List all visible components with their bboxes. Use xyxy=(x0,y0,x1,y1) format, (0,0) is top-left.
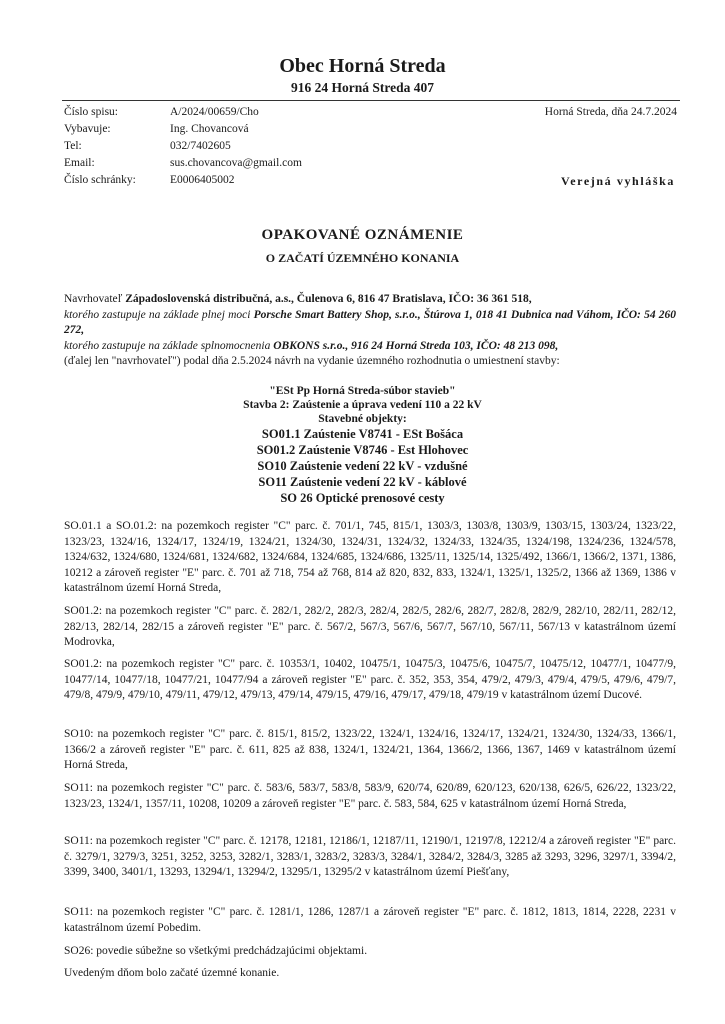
intro-proxy-line xyxy=(64,308,676,339)
notice-heading: OPAKOVANÉ OZNÁMENIE xyxy=(261,227,464,243)
object-item: SO11 Zaústenie vedení 22 kV - káblové xyxy=(258,475,467,489)
meta-value: Ing. Chovancová xyxy=(170,123,249,135)
notice-subheading: O ZAČATÍ ÚZEMNÉHO KONANIA xyxy=(265,251,460,265)
meta-row-phone xyxy=(64,140,231,152)
municipality-title: Obec Horná Streda xyxy=(279,55,446,77)
meta-label: Číslo schránky: xyxy=(64,174,136,186)
parcel-section: SO26: povedie súbežne so všetkými predchádzajúcimi objektami. xyxy=(64,945,368,957)
project-stage: Stavba 2: Zaústenie a úprava vedení 110 a 22 kV xyxy=(243,399,482,411)
meta-value: 032/7402605 xyxy=(170,140,231,152)
intro-agent-text: ktorého zastupuje na základe splnomocnenia xyxy=(64,339,274,352)
meta-label: Číslo spisu: xyxy=(64,106,119,118)
intro-agent-name: OBKONS s.r.o., 916 24 Horná Streda 103, IČO: 48 213 098, xyxy=(273,339,559,352)
header-divider xyxy=(62,100,680,101)
objects-label: Stavebné objekty: xyxy=(318,413,407,425)
object-item: SO01.2 Zaústenie V8746 - Est Hlohovec xyxy=(256,443,469,457)
parcel-section: SO.01.1 a SO.01.2: na pozemkoch register "C" parc. č. 701/1, 745, 815/1, 1303/3, 1303/8, 1303/9, 1303/15, 1303/24, 1323/22, 1323/23, 1324/16, 1324/17, 1324/19, 1324/21, 1324/30, 1324/31, 1324/32, 1324/33, 1324/35, 1324/198, 1324/236, 1324/578, 1324/632, 1324/680, 1324/681, 1324/682, 1324/684, 1324/685, 1324/686, 1325/11, 1325/14, 1325/492, 1366/1, 1366/2, 1371, 1386, 10212 a zároveň register "E" parc. č. 701 až 718, 754 až 768, 814 až 820, 832, 833, 1324/1, 1325/1, 1325/2, 1366 až 1369, 1386 v katastrálnom území Horná Streda, xyxy=(64,520,676,594)
intro-applicant-name: Západoslovenská distribučná, a.s., Čulenova 6, 816 47 Bratislava, IČO: 36 361 518, xyxy=(125,293,532,305)
municipality-address: 916 24 Horná Streda 407 xyxy=(290,80,434,95)
meta-value: A/2024/00659/Cho xyxy=(170,106,259,118)
intro-proxy-text: ktorého zastupuje na základe plnej moci xyxy=(64,308,254,321)
project-name: "ESt Pp Horná Streda-súbor stavieb" xyxy=(269,385,456,397)
public-notice-label: Verejná vyhláška xyxy=(561,174,675,188)
intro-paragraph xyxy=(64,292,676,370)
parcel-section: SO01.2: na pozemkoch register "C" parc. č. 282/1, 282/2, 282/3, 282/4, 282/5, 282/6, 282/7, 282/8, 282/9, 282/10, 282/11, 282/12, 282/13, 282/14, 282/15 a zároveň register "E" parc. č. 567/2, 567/3, 567/6, 567/7, 567/10, 567/11, 567/13 v katastrálnom území Modrovka, xyxy=(64,605,676,648)
meta-row-email xyxy=(64,157,302,169)
meta-label: Vybavuje: xyxy=(64,123,111,135)
parcel-section: SO10: na pozemkoch register "C" parc. č. 815/1, 815/2, 1323/22, 1324/1, 1324/16, 1324/17, 1324/21, 1324/30, 1324/33, 1366/1, 1366/2 a zároveň register "E" parc. č. 611, 825 až 838, 1324/1, 1324/21, 1364, 1366/2, 1366, 1367, 1469 v katastrálnom území Horná Streda, xyxy=(64,728,676,771)
parcel-section: SO11: na pozemkoch register "C" parc. č. 583/6, 583/7, 583/8, 583/9, 620/74, 620/89, 620/123, 620/138, 626/5, 626/22, 1323/22, 1323/23, 1324/1, 1357/11, 10208, 10209 a zároveň register "E" parc. č. 583, 584, 625 v katastrálnom území Horná Streda, xyxy=(64,782,676,810)
meta-label: Email: xyxy=(64,157,95,169)
intro-proxy-name: Porsche Smart Battery Shop, s.r.o., Štúrova 1, 018 41 Dubnica nad Váhom, IČO: 54 260 272, xyxy=(64,308,676,336)
meta-value: E0006405002 xyxy=(170,174,235,186)
object-item: SO01.1 Zaústenie V8741 - ESt Bošáca xyxy=(261,427,464,441)
meta-label: Tel: xyxy=(64,140,82,152)
parcel-section: SO11: na pozemkoch register "C" parc. č. 12178, 12181, 12186/1, 12187/11, 12190/1, 12197/8, 12212/4 a zároveň register "E" parc. č. 3279/1, 3279/3, 3251, 3252, 3253, 3282/1, 3283/1, 3283/2, 3283/3, 3284/1, 3284/2, 3284/3, 3285 až 3293, 3296, 3297/1, 3394/2, 3399, 3400, 3401/1, 13293, 13294/1, 13294/2, 13295/1, 13295/2 v katastrálnom území Piešťany, xyxy=(64,835,676,878)
date-line: Horná Streda, dňa 24.7.2024 xyxy=(544,106,677,118)
parcel-section: SO11: na pozemkoch register "C" parc. č. 1281/1, 1286, 1287/1 a zároveň register "E" parc. č. 1812, 1813, 1814, 2228, 2231 v katastrálnom území Pobedim. xyxy=(64,906,676,934)
parcel-section: SO01.2: na pozemkoch register "C" parc. č. 10353/1, 10402, 10475/1, 10475/3, 10475/6, 10475/7, 10475/12, 10477/1, 10477/9, 10477/14, 10477/18, 10477/21, 10477/94 a zároveň register "E" parc. č. 352, 353, 354, 479/2, 479/3, 479/4, 479/5, 479/6, 479/7, 479/8, 479/9, 479/10, 479/11, 479/12, 479/13, 479/14, 479/15, 479/16, 479/17, 479/18, 479/19 v katastrálnom území Ducové. xyxy=(64,658,676,701)
object-item: SO 26 Optické prenosové cesty xyxy=(280,491,445,505)
intro-agent-line xyxy=(64,339,676,355)
object-item: SO10 Zaústenie vedení 22 kV - vzdušné xyxy=(257,459,468,473)
intro-applicant-line xyxy=(64,292,676,308)
intro-request-line: (ďalej len "navrhovateľ") podal dňa 2.5.2024 návrh na vydanie územného rozhodnutia o umiestnení stavby: xyxy=(64,355,560,367)
meta-row-file-number xyxy=(64,106,259,118)
intro-applicant-prefix: Navrhovateľ xyxy=(64,293,126,305)
closing-line: Uvedeným dňom bolo začaté územné konanie. xyxy=(64,967,280,979)
meta-value: sus.chovancova@gmail.com xyxy=(170,157,302,169)
meta-row-mailbox xyxy=(64,174,235,186)
meta-row-handled-by xyxy=(64,123,249,135)
